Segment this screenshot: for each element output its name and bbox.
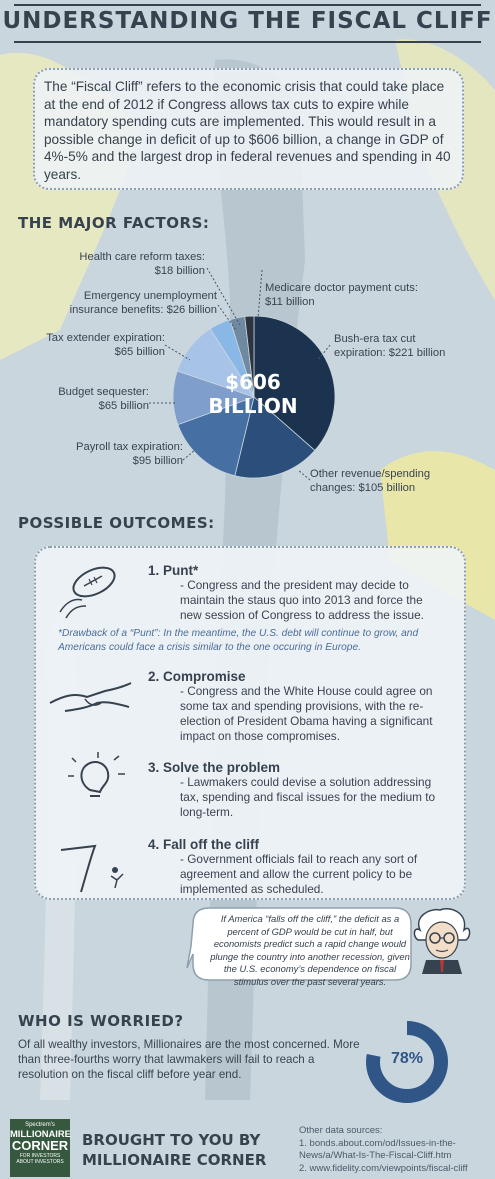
- worried-percent-label: 78%: [390, 1050, 424, 1067]
- data-sources: Other data sources: 1. bonds.about.com/od/Issues-in-the-News/a/What-Is-The-Fiscal-Cliff.htm 2. www.fidelity.com/viewpoints/fiscal-cliff: [299, 1125, 494, 1175]
- pie-leader-4: [183, 450, 195, 460]
- label-payroll-tax: Payroll tax expiration: $95 billion: [76, 441, 183, 467]
- outcome-4-title: 4. Fall off the cliff: [148, 837, 260, 852]
- factors-heading: THE MAJOR FACTORS:: [18, 214, 210, 232]
- label-health-care: Health care reform taxes: $18 billion: [79, 251, 205, 277]
- page-title: UNDERSTANDING THE FISCAL CLIFF: [2, 8, 493, 34]
- outcome-3-title: 3. Solve the problem: [148, 760, 281, 775]
- outcome-2-body: - Congress and the White House could agree on some tax and spending provisions, with the re-election of President Obama having a significant impact on those compromises.: [180, 684, 433, 743]
- label-tax-extender: Tax extender expiration: $65 billion: [46, 332, 165, 358]
- source-link-2[interactable]: 2. www.fidelity.com/viewpoints/fiscal-cliff: [299, 1162, 468, 1174]
- millionaire-corner-logo: Spectrem's MILLIONAIRE CORNER FOR INVESTORS ABOUT INVESTORS: [10, 1119, 70, 1177]
- pie-total: [172, 370, 334, 418]
- outcome-2-title: 2. Compromise: [148, 669, 246, 684]
- outcome-1-title: 1. Punt*: [148, 563, 199, 578]
- lightbulb-icon: [62, 750, 132, 810]
- falling-cliff-icon: [55, 836, 145, 896]
- label-bush-era: Bush-era tax cut expiration: $221 billion: [334, 333, 446, 359]
- worried-heading: WHO IS WORRIED?: [18, 1012, 184, 1030]
- outcome-3-body: - Lawmakers could devise a solution addressing tax, spending and fiscal issues for the medium to long-term.: [180, 775, 436, 819]
- outcome-4-body: - Government officials fail to reach any sort of agreement and allow the current policy to be implemented as scheduled.: [180, 852, 418, 896]
- label-other-revenue: Other revenue/spending changes: $105 billion: [310, 468, 431, 494]
- outcomes-heading: POSSIBLE OUTCOMES:: [18, 514, 215, 532]
- pie-total-unit: BILLION: [208, 394, 298, 418]
- label-medicare: Medicare doctor payment cuts: $11 billion: [265, 282, 418, 308]
- bubble-text: If America “falls off the cliff,” the deficit as a percent of GDP would be cut in half, but economists predict such a rapid change would plunge the country into another recession, given the U.S. economy’s dependence on fiscal stimulus over the past several years.: [210, 913, 410, 987]
- outcome-1-body: - Congress and the president may decide to maintain the staus quo into 2013 and force the new session of Congress to address the issue.: [180, 578, 424, 622]
- punt-drawback-note: *Drawback of a “Punt”: In the meantime, the U.S. debt will continue to grow, and Americans could face a crisis similar to the one occuring in Europe.: [58, 628, 419, 653]
- pie-total-amount: $606: [225, 370, 281, 394]
- pie-leader-5: [258, 270, 262, 318]
- source-link-1[interactable]: 1. bonds.about.com/od/Issues-in-the-News/a/What-Is-The-Fiscal-Cliff.htm: [299, 1137, 456, 1161]
- label-unemployment: Emergency unemployment insurance benefits: $26 billion: [69, 290, 217, 316]
- handshake-icon: [45, 673, 135, 723]
- label-budget-sequester: Budget sequester: $65 billion: [58, 386, 149, 412]
- intro-text: The “Fiscal Cliff” refers to the economic crisis that could take place at the end of 2012 if Congress allows tax cuts to expire while mandatory spending cuts are implemented. This would result in a possible change in deficit of up to $606 billion, a change in GDP of 4%-5% and the largest drop in federal revenues and spending in 40 years.: [44, 79, 451, 182]
- football-icon: [52, 562, 132, 622]
- worried-text: Of all wealthy investors, Millionaires are the most concerned. More than three-fourths worry that lawmakers will fail to reach a resolution on the fiscal cliff before year end.: [18, 1038, 360, 1081]
- economist-avatar: [410, 906, 474, 974]
- pie-leader-7: [298, 470, 310, 480]
- brought-to-you-by: BROUGHT TO YOU BY MILLIONAIRE CORNER: [82, 1131, 267, 1169]
